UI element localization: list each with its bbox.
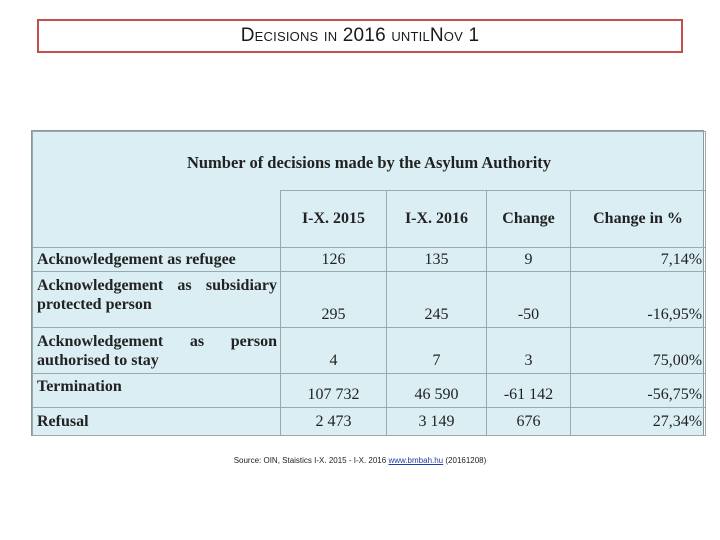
cell-2015: 2 473 xyxy=(281,408,387,436)
row-label-line2: authorised to stay xyxy=(37,351,159,369)
table-row xyxy=(33,374,706,408)
cell-2015: 107 732 xyxy=(281,374,387,408)
cell-2015: 126 xyxy=(281,248,387,272)
cell-2015: 4 xyxy=(281,328,387,374)
cell-2016: 7 xyxy=(387,328,487,374)
header-2015: I-X. 2015 xyxy=(281,191,387,248)
header-change: Change xyxy=(487,191,571,248)
decisions-table xyxy=(32,131,706,436)
source-suffix: (20161208) xyxy=(445,456,487,465)
cell-2016: 46 590 xyxy=(387,374,487,408)
cell-change-pct: 7,14% xyxy=(571,248,706,272)
header-change-pct: Change in % xyxy=(571,191,706,248)
cell-2016: 245 xyxy=(387,272,487,328)
cell-change: 676 xyxy=(487,408,571,436)
header-blank-cell xyxy=(33,191,281,248)
slide-title xyxy=(37,19,683,53)
row-label-text: Refusal xyxy=(37,413,89,430)
table-row xyxy=(33,272,706,328)
table-header-row xyxy=(33,191,706,248)
cell-change-pct: -16,95% xyxy=(571,272,706,328)
cell-change: -50 xyxy=(487,272,571,328)
cell-change: 9 xyxy=(487,248,571,272)
source-prefix: Source: OIN, Staistics I-X. 2015 - I-X. 2016 xyxy=(233,456,387,465)
slide-title-text: Decisions in 2016 untilNov 1 xyxy=(240,25,480,46)
cell-2015: 295 xyxy=(281,272,387,328)
row-label xyxy=(33,408,281,436)
row-label-line1: Acknowledgement as subsidiary xyxy=(37,277,277,294)
source-note xyxy=(0,456,720,465)
cell-2016: 135 xyxy=(387,248,487,272)
row-label-line1: Acknowledgement as person xyxy=(37,332,277,350)
row-label xyxy=(33,272,281,328)
cell-change-pct: 75,00% xyxy=(571,328,706,374)
cell-change-pct: 27,34% xyxy=(571,408,706,436)
row-label-text: Termination xyxy=(37,378,122,395)
row-label xyxy=(33,248,281,272)
source-link[interactable]: www.bmbah.hu xyxy=(388,456,444,465)
row-label-line2: protected person xyxy=(37,296,152,313)
table-row xyxy=(33,328,706,374)
cell-change: 3 xyxy=(487,328,571,374)
header-2016: I-X. 2016 xyxy=(387,191,487,248)
decisions-table-container xyxy=(31,130,704,436)
table-row xyxy=(33,248,706,272)
table-row xyxy=(33,408,706,436)
row-label-text: Acknowledgement as refugee xyxy=(37,251,236,268)
table-caption-row xyxy=(33,132,706,191)
row-label xyxy=(33,374,281,408)
row-label xyxy=(33,328,281,374)
cell-change-pct: -56,75% xyxy=(571,374,706,408)
cell-change: -61 142 xyxy=(487,374,571,408)
table-caption: Number of decisions made by the Asylum Authority xyxy=(33,132,706,191)
cell-2016: 3 149 xyxy=(387,408,487,436)
